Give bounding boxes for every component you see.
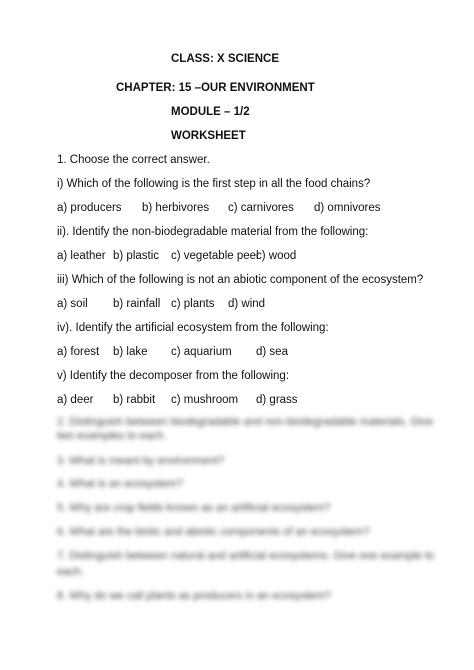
question-1-option-a: a) producers	[57, 202, 122, 214]
question-3-text: iii) Which of the following is not an abiotic component of the ecosystem?	[57, 274, 424, 286]
question-2-option-c: c) vegetable peel	[171, 250, 259, 262]
question-3-option-a: a) soil	[57, 298, 88, 310]
blurred-question-line: 4. What is an ecosystem?	[57, 478, 183, 490]
question-5-option-c: c) mushroom	[171, 394, 239, 406]
question-5-option-b: b) rabbit	[113, 394, 156, 406]
question-4-option-a: a) forest	[57, 346, 100, 358]
question-2-text: ii). Identify the non-biodegradable material from the following:	[57, 226, 369, 238]
blurred-question-line: 5. Why are crop fields known as an artificial ecosystem?	[57, 502, 331, 514]
question-2-option-a: a) leather	[57, 250, 106, 262]
question-4-option-c: c) aquarium	[171, 346, 232, 358]
blurred-question-line: 7. Distinguish between natural and artificial ecosystems. Give one example to	[57, 550, 435, 562]
question-1-option-b: b) herbivores	[142, 202, 210, 214]
question-4-option-b: b) lake	[113, 346, 148, 358]
blurred-question-line: 3. What is meant by environment?	[57, 455, 224, 467]
blurred-question-line: 2. Distinguish between biodegradable and non-biodegradable materials. Give	[57, 416, 434, 428]
question-4-text: iv). Identify the artificial ecosystem from the following:	[57, 322, 329, 334]
question-3-option-c: c) plants	[171, 298, 215, 310]
class-heading: CLASS: X SCIENCE	[171, 53, 279, 65]
instruction-text: 1. Choose the correct answer.	[57, 154, 210, 166]
blurred-question-line: 6. What are the biotic and abiotic components of an ecosystem?	[57, 526, 370, 538]
question-3-option-b: b) rainfall	[113, 298, 161, 310]
blurred-question-line: each.	[57, 566, 84, 578]
question-1-text: i) Which of the following is the first step in all the food chains?	[57, 178, 371, 190]
question-4-option-d: d) sea	[256, 346, 288, 358]
question-5-option-a: a) deer	[57, 394, 94, 406]
chapter-heading: CHAPTER: 15 –OUR ENVIRONMENT	[116, 82, 315, 94]
blurred-question-line: two examples to each.	[57, 430, 167, 442]
question-1-option-d: d) omnivores	[314, 202, 381, 214]
blurred-question-line: 8. Why do we call plants as producers in an ecosystem?	[57, 590, 331, 602]
question-2-option-d: c) wood	[256, 250, 297, 262]
question-2-option-b: b) plastic	[113, 250, 160, 262]
module-heading: MODULE – 1/2	[171, 106, 250, 118]
question-5-text: v) Identify the decomposer from the following:	[57, 370, 290, 382]
question-1-option-c: c) carnivores	[228, 202, 294, 214]
question-3-option-d: d) wind	[228, 298, 266, 310]
worksheet-heading: WORKSHEET	[171, 130, 246, 142]
question-5-option-d: d) grass	[256, 394, 298, 406]
